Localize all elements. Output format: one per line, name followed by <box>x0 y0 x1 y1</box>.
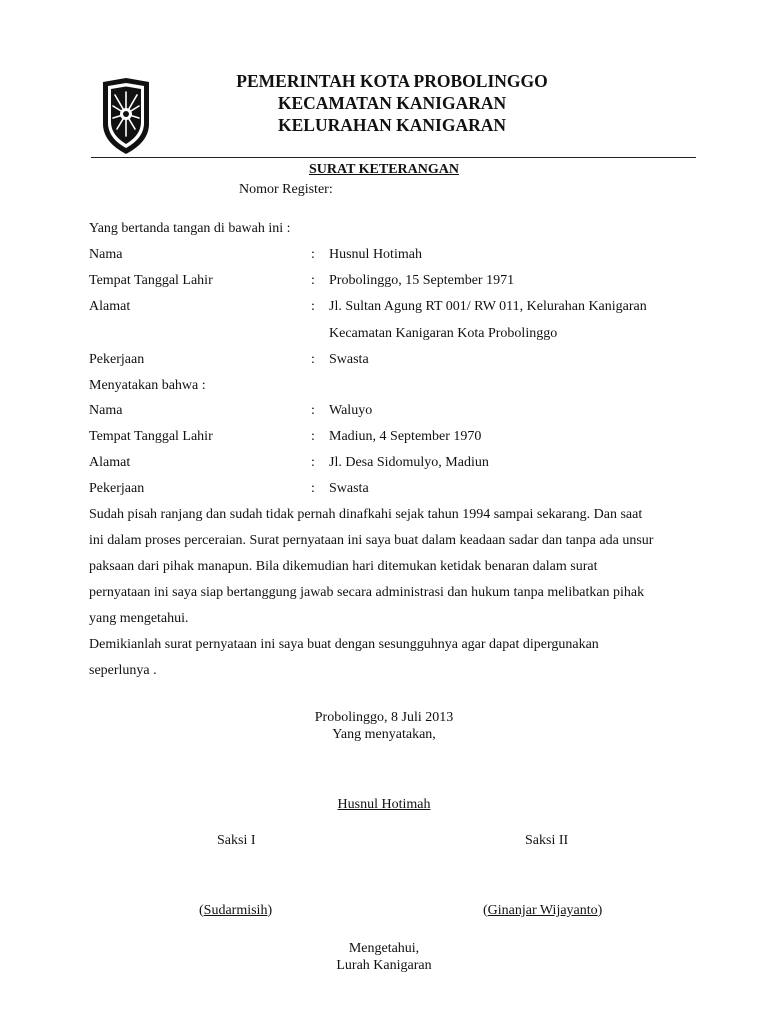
statement-paragraph <box>89 502 704 684</box>
statement-line: seperlunya . <box>89 663 157 678</box>
header-government: PEMERINTAH KOTA PROBOLINGGO <box>236 71 548 91</box>
witness2-name: Ginanjar Wijayanto <box>487 903 598 918</box>
witness1-label: Saksi I <box>217 833 256 848</box>
subject-birth: Madiun, 4 September 1970 <box>329 429 482 444</box>
subject-address: Jl. Desa Sidomulyo, Madiun <box>329 455 489 470</box>
witness2-label: Saksi II <box>525 833 569 848</box>
header-district: KECAMATAN KANIGARAN <box>277 93 507 113</box>
document-title <box>0 162 768 178</box>
signer-address-line1: Jl. Sultan Agung RT 001/ RW 011, Kelurahan Kanigaran <box>329 299 647 314</box>
statement-line: ini dalam proses perceraian. Surat pernyataan ini saya buat dalam keadaan sadar dan tanpa ada unsur <box>89 533 654 548</box>
signer-job: Swasta <box>329 352 369 367</box>
statement-line: pernyataan ini saya siap bertanggung jawab secara administrasi dan hukum tanpa melibatkan pihak <box>89 585 645 600</box>
statement-line: Sudah pisah ranjang dan sudah tidak pernah dinafkahi sejak tahun 1994 sampai sekarang. Dan saat <box>89 507 643 522</box>
statement-line: Demikianlah surat pernyataan ini saya buat dengan sesungguhnya agar dapat dipergunakan <box>89 637 599 652</box>
city-emblem-logo <box>100 76 152 156</box>
signer-job-label: Pekerjaan <box>89 352 145 367</box>
subject-birth-label: Tempat Tanggal Lahir <box>89 429 213 444</box>
signer-address-line2: Kecamatan Kanigaran Kota Probolinggo <box>329 326 558 341</box>
intro-text: Yang bertanda tangan di bawah ini : <box>89 221 291 236</box>
signer-name-label: Nama <box>89 247 123 262</box>
signer-birth: Probolinggo, 15 September 1971 <box>329 273 515 288</box>
document-title-text: SURAT KETERANGAN <box>308 162 459 177</box>
subject-name-label: Nama <box>89 403 123 418</box>
signer-address-label: Alamat <box>89 299 131 314</box>
witness1-name: Sudarmisih <box>203 903 268 918</box>
colon: : <box>311 403 315 418</box>
subject-job: Swasta <box>329 481 369 496</box>
colon: : <box>311 273 315 288</box>
subject-address-label: Alamat <box>89 455 131 470</box>
declarant-signature-name: Husnul Hotimah <box>337 797 431 812</box>
place-date: Probolinggo, 8 Juli 2013 <box>314 710 454 725</box>
register-number-label: Nomor Register: <box>239 182 333 197</box>
header-divider <box>91 157 696 158</box>
colon: : <box>311 299 315 314</box>
subject-job-label: Pekerjaan <box>89 481 145 496</box>
colon: : <box>311 455 315 470</box>
signer-birth-label: Tempat Tanggal Lahir <box>89 273 213 288</box>
lurah-label: Lurah Kanigaran <box>336 958 432 973</box>
statement-line: yang mengetahui. <box>89 611 189 626</box>
statement-line: paksaan dari pihak manapun. Bila dikemudian hari ditemukan ketidak benaran dalam surat <box>89 559 598 574</box>
subject-name: Waluyo <box>329 403 373 418</box>
declarant-label: Yang menyatakan, <box>332 727 436 742</box>
declares-text: Menyatakan bahwa : <box>89 378 206 393</box>
witness2-signature: (Ginanjar Wijayanto) <box>483 903 603 918</box>
witness1-signature: (Sudarmisih) <box>199 903 273 918</box>
colon: : <box>311 481 315 496</box>
colon: : <box>311 429 315 444</box>
signer-name: Husnul Hotimah <box>329 247 422 262</box>
header-subdistrict: KELURAHAN KANIGARAN <box>278 115 506 135</box>
colon: : <box>311 352 315 367</box>
acknowledged-label: Mengetahui, <box>348 941 420 956</box>
colon: : <box>311 247 315 262</box>
